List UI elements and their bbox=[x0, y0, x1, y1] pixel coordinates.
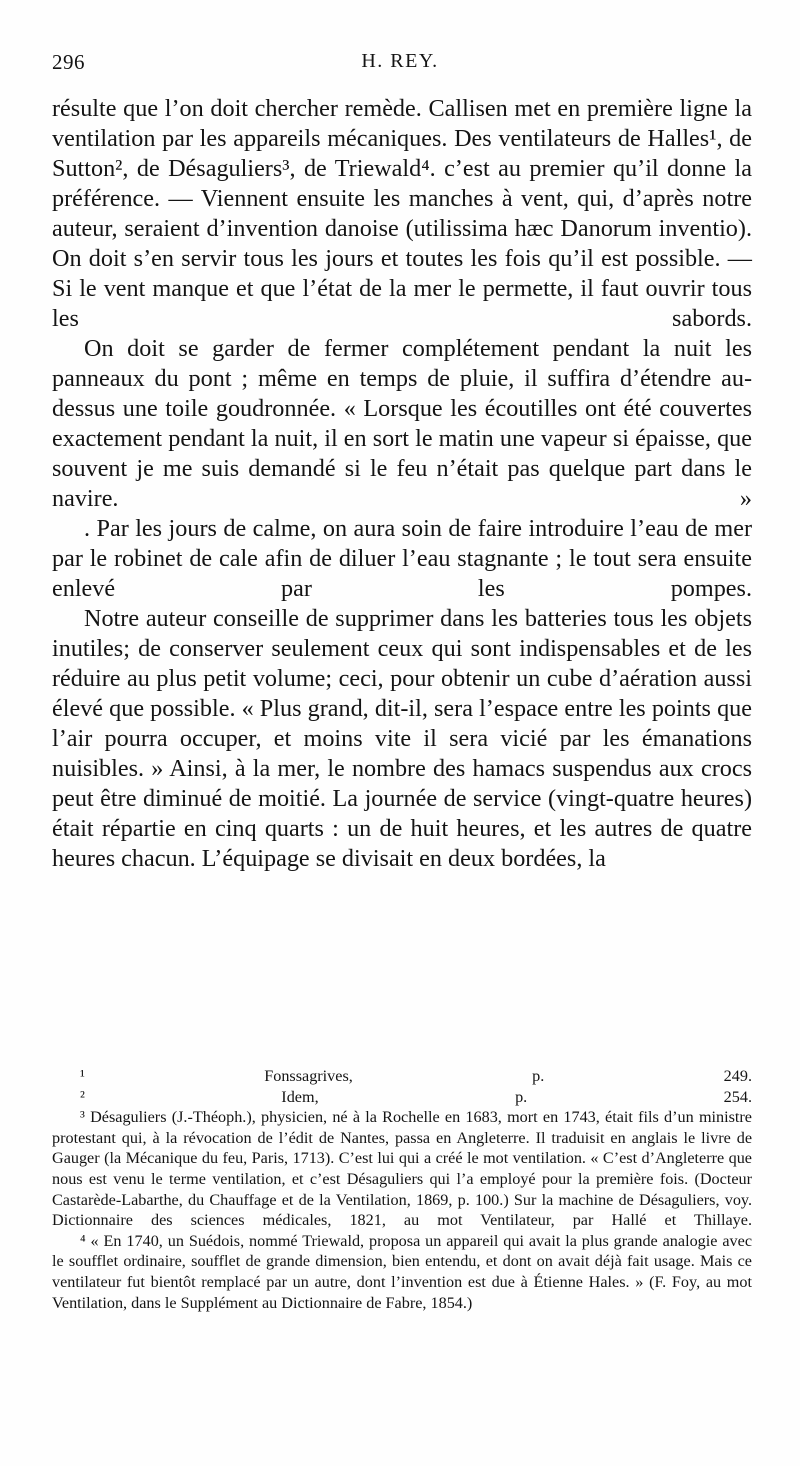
body-paragraph: Notre auteur conseille de supprimer dans les batteries tous les objets inutiles; de conserver seulement ceux qui sont indispensables et de les réduire au plus petit volume; ceci, pour obtenir un cube d’aération aussi élevé que possible. « Plus grand, dit-il, sera l’espace entre les points que l’air pourra occuper, et moins vite il sera vicié par les émanations nuisibles. » Ainsi, à la mer, le nombre des hamacs suspendus aux crocs peut être diminué de moitié. La journée de service (vingt-quatre heures) était répartie en cinq quarts : un de huit heures, et les autres de quatre heures chacun. L’équipage se divisait en deux bordées, la bbox=[52, 605, 752, 872]
body-paragraph: . Par les jours de calme, on aura soin de faire introduire l’eau de mer par le robinet de cale afin de diluer l’eau stagnante ; le tout sera ensuite enlevé par les pompes. bbox=[52, 515, 752, 602]
running-head: H. REY. bbox=[361, 50, 439, 72]
footnote: ³ Désaguliers (J.-Théoph.), physicien, né à la Rochelle en 1683, mort en 1743, était fils d’un ministre protestant qui, à la révocation de l’édit de Nantes, passa en Angleterre. Il traduisit en anglais le livre de Gauger (la Mécanique du feu, Paris, 1713). C’est lui qui a créé le mot ventilation. « C’est d’Angleterre que nous est venu le terme ventilation, et c’est Désaguliers qui l’a employé pour la première fois. (Docteur Castarède-Labarthe, du Chauffage et de la Ventilation, 1869, p. 100.) Sur la machine de Désaguliers, voy. Dictionnaire des sciences médicales, 1821, au mot Ventilateur, par Hallé et Thillaye. bbox=[52, 1108, 752, 1230]
page-header bbox=[52, 50, 748, 80]
footnote: ¹ Fonssagrives, p. 249. bbox=[80, 1067, 752, 1085]
body-paragraph: résulte que l’on doit chercher remède. Callisen met en première ligne la ventilation par les appareils mécaniques. Des ventilateurs de Halles¹, de Sutton², de Désaguliers³, de Triewald⁴. c’est au premier qu’il donne la préférence. — Viennent ensuite les manches à vent, qui, d’après notre auteur, seraient d’invention danoise (utilissima hæc Danorum inventio). On doit s’en servir tous les jours et toutes les fois qu’il est possible. — Si le vent manque et que l’état de la mer le permette, il faut ouvrir tous les sabords. bbox=[52, 95, 752, 332]
body-paragraph: On doit se garder de fermer complétement pendant la nuit les panneaux du pont ; même en temps de pluie, il suffira d’étendre au-dessus une toile goudronnée. « Lorsque les écoutilles ont été couvertes exactement pendant la nuit, il en sort le matin une vapeur si épaisse, que souvent je me suis demandé si le feu n’était pas quelque part dans le navire. » bbox=[52, 335, 752, 512]
page-number: 296 bbox=[52, 50, 85, 74]
footnote: ² Idem, p. 254. bbox=[80, 1087, 752, 1106]
footnote: ⁴ « En 1740, un Suédois, nommé Triewald, proposa un appareil qui avait la plus grande analogie avec le soufflet ordinaire, soufflet de grande dimension, bien entendu, et dont on avait déjà fait usage. Mais ce ventilateur fut bientôt remplacé par un autre, dont l’invention est due à Étienne Hales. » (F. Foy, au mot Ventilation, dans le Supplément au Dictionnaire de Fabre, 1854.) bbox=[52, 1231, 752, 1312]
footnotes bbox=[52, 1066, 752, 1313]
body-text bbox=[52, 94, 752, 874]
